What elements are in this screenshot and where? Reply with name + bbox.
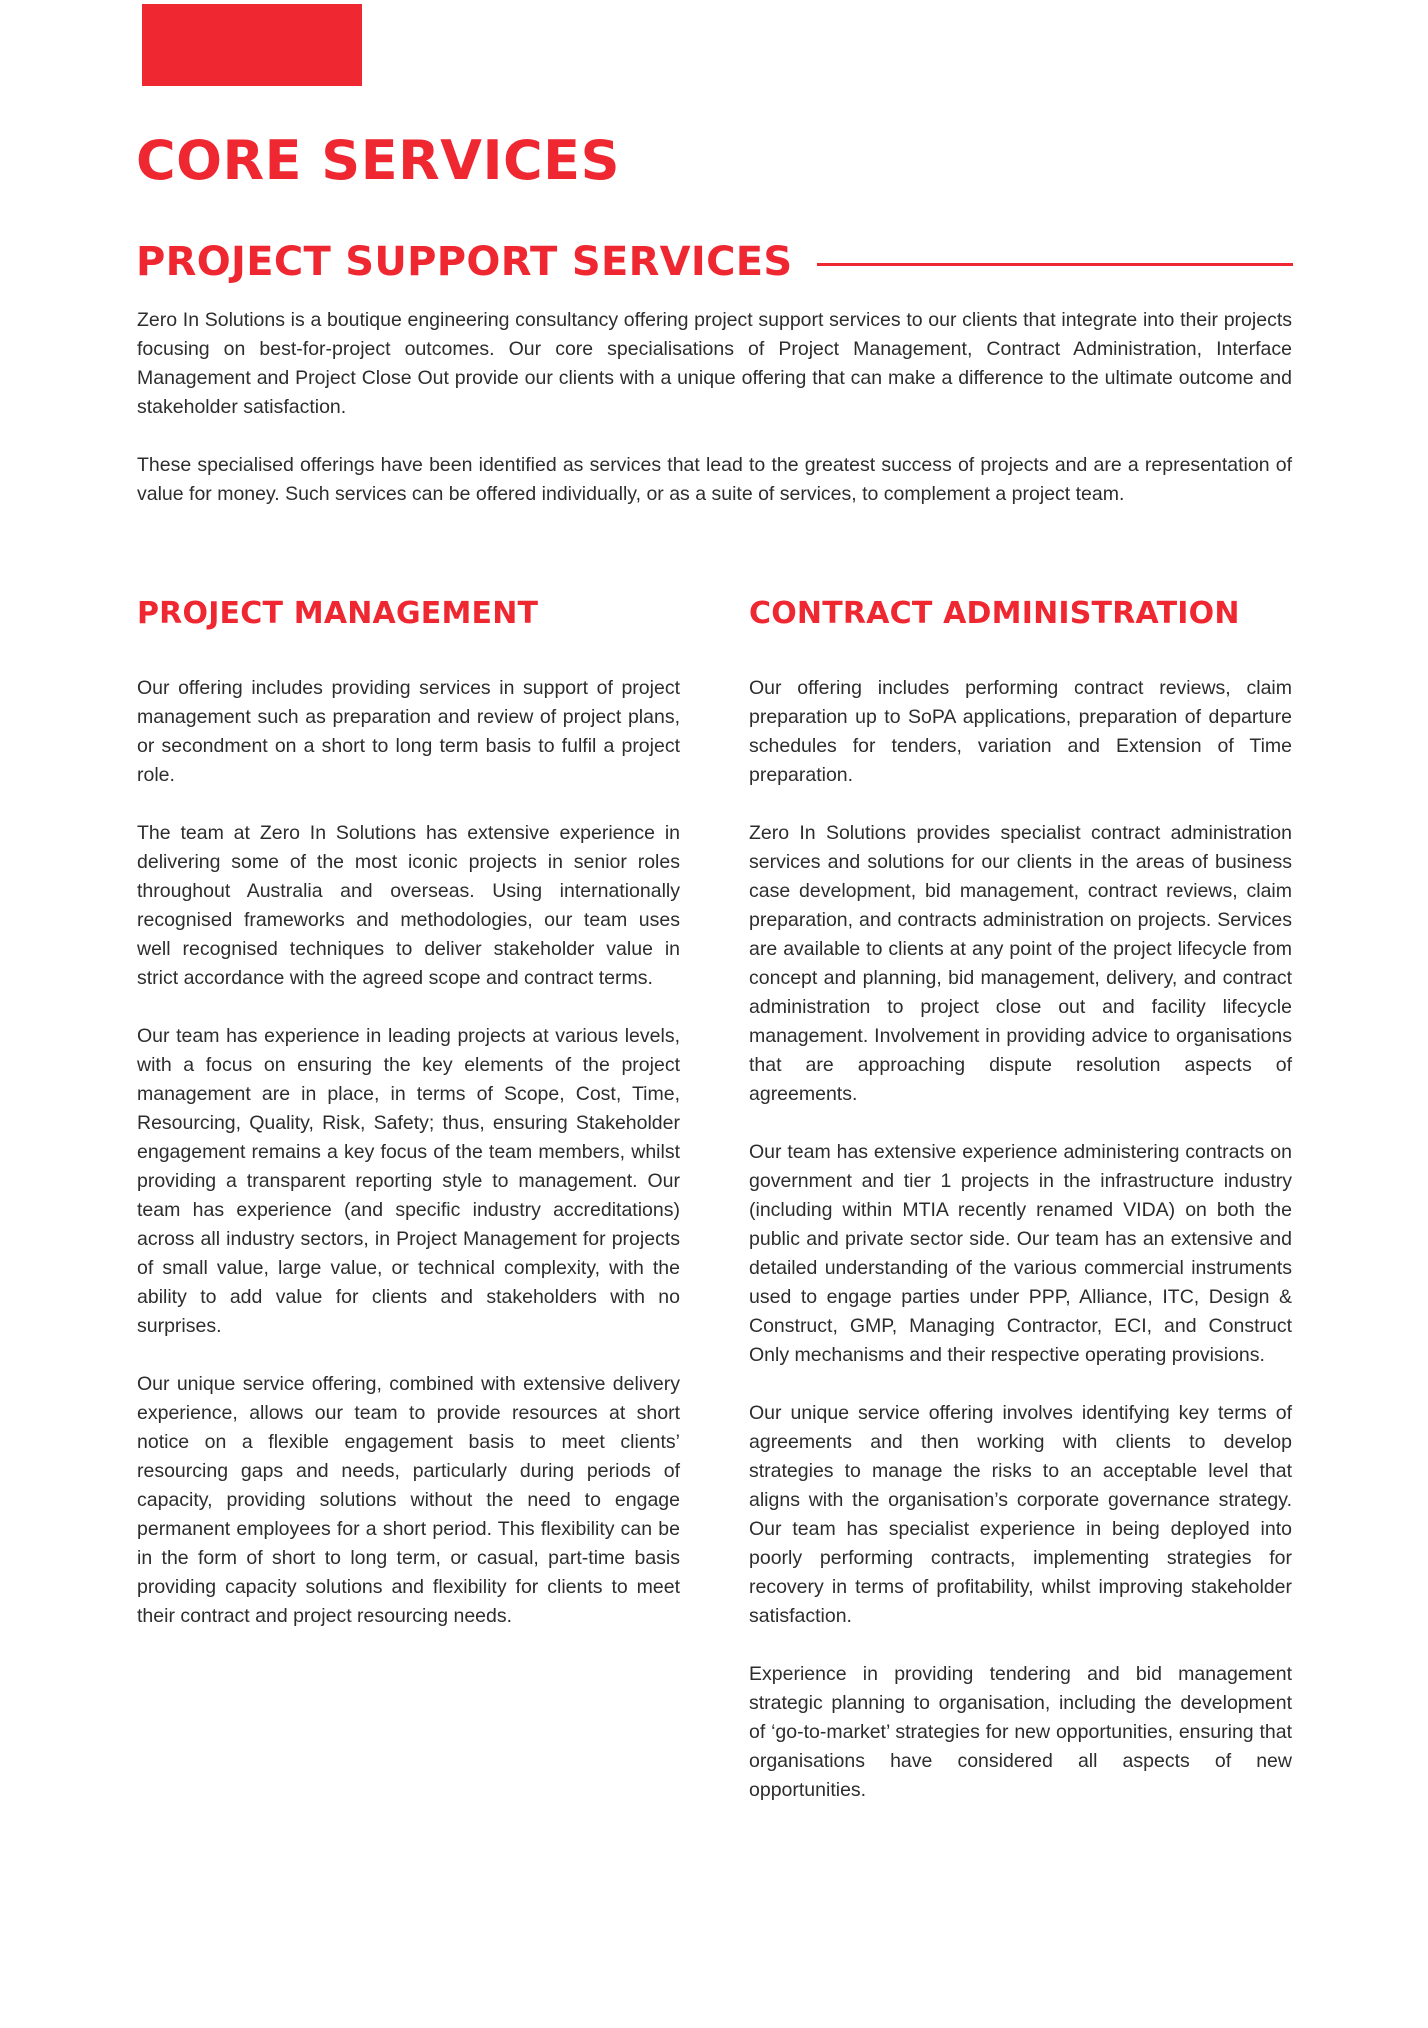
contract-administration-heading: CONTRACT ADMINISTRATION [749, 596, 1240, 631]
body-paragraph: The team at Zero In Solutions has extensive experience in delivering some of the most iconic projects in senior roles throughout Australia and overseas. Using internationally recognised frameworks and methodologies, our team uses well recognised techniques to deliver stakeholder value in strict accordance with the agreed scope and contract terms. [137, 822, 680, 989]
page-title: CORE SERVICES [136, 129, 620, 192]
body-paragraph: Our team has experience in leading projects at various levels, with a focus on ensuring the key elements of the project management are in place, in terms of Scope, Cost, Time, Resourcing, Quality, Risk, Safety; thus, ensuring Stakeholder engagement remains a key focus of the team members, whilst providing a transparent reporting style to management. Our team has experience (and specific industry accreditations) across all industry sectors, in Project Management for projects of small value, large value, or technical complexity, with the ability to add value for clients and stakeholders with no surprises. [137, 1025, 680, 1337]
brand-red-block [142, 4, 362, 86]
intro-paragraph: These specialised offerings have been identified as services that lead to the greatest success of projects and are a representation of value for money. Such services can be offered individually, or as a suite of services, to complement a project team. [137, 454, 1292, 505]
intro-paragraph: Zero In Solutions is a boutique engineering consultancy offering project support services to our clients that integrate into their projects focusing on best-for-project outcomes. Our core specialisations of Project Management, Contract Administration, Interface Management and Project Close Out provide our clients with a unique offering that can make a difference to the ultimate outcome and stakeholder satisfaction. [137, 309, 1292, 418]
body-paragraph: Our unique service offering, combined with extensive delivery experience, allows our team to provide resources at short notice on a flexible engagement basis to meet clients’ resourcing gaps and needs, particularly during periods of capacity, providing solutions without the need to engage permanent employees for a short period. This flexibility can be in the form of short to long term, or casual, part-time basis providing capacity solutions and flexibility for clients to meet their contract and project resourcing needs. [137, 1373, 680, 1627]
contract-administration-column [749, 594, 1292, 1805]
section-subtitle: PROJECT SUPPORT SERVICES [136, 239, 793, 285]
section-header-row [136, 236, 1293, 288]
project-management-column [137, 594, 680, 1631]
project-management-heading: PROJECT MANAGEMENT [137, 596, 539, 631]
body-paragraph: Our offering includes providing services in support of project management such as preparation and review of project plans, or secondment on a short to long term basis to fulfil a project role. [137, 677, 680, 786]
body-paragraph: Our unique service offering involves identifying key terms of agreements and then working with clients to develop strategies to manage the risks to an acceptable level that aligns with the organisation’s corporate governance strategy. Our team has specialist experience in being deployed into poorly performing contracts, implementing strategies for recovery in terms of profitability, whilst improving stakeholder satisfaction. [749, 1402, 1292, 1627]
heading-rule-divider [817, 263, 1294, 266]
body-paragraph: Experience in providing tendering and bid management strategic planning to organisation, including the development of ‘go-to-market’ strategies for new opportunities, ensuring that organisations have considered all aspects of new opportunities. [749, 1663, 1292, 1801]
body-paragraph: Our offering includes performing contract reviews, claim preparation up to SoPA applications, preparation of departure schedules for tenders, variation and Extension of Time preparation. [749, 677, 1292, 786]
intro-text [137, 306, 1292, 509]
body-paragraph: Zero In Solutions provides specialist contract administration services and solutions for our clients in the areas of business case development, bid management, contract reviews, claim preparation, and contracts administration on projects. Services are available to clients at any point of the project lifecycle from concept and planning, bid management, delivery, and contract administration to project close out and facility lifecycle management. Involvement in providing advice to organisations that are approaching dispute resolution aspects of agreements. [749, 822, 1292, 1105]
body-paragraph: Our team has extensive experience administering contracts on government and tier 1 projects in the infrastructure industry (including within MTIA recently renamed VIDA) on both the public and private sector side. Our team has an extensive and detailed understanding of the various commercial instruments used to engage parties under PPP, Alliance, ITC, Design & Construct, GMP, Managing Contractor, ECI, and Construct Only mechanisms and their respective operating provisions. [749, 1141, 1292, 1366]
